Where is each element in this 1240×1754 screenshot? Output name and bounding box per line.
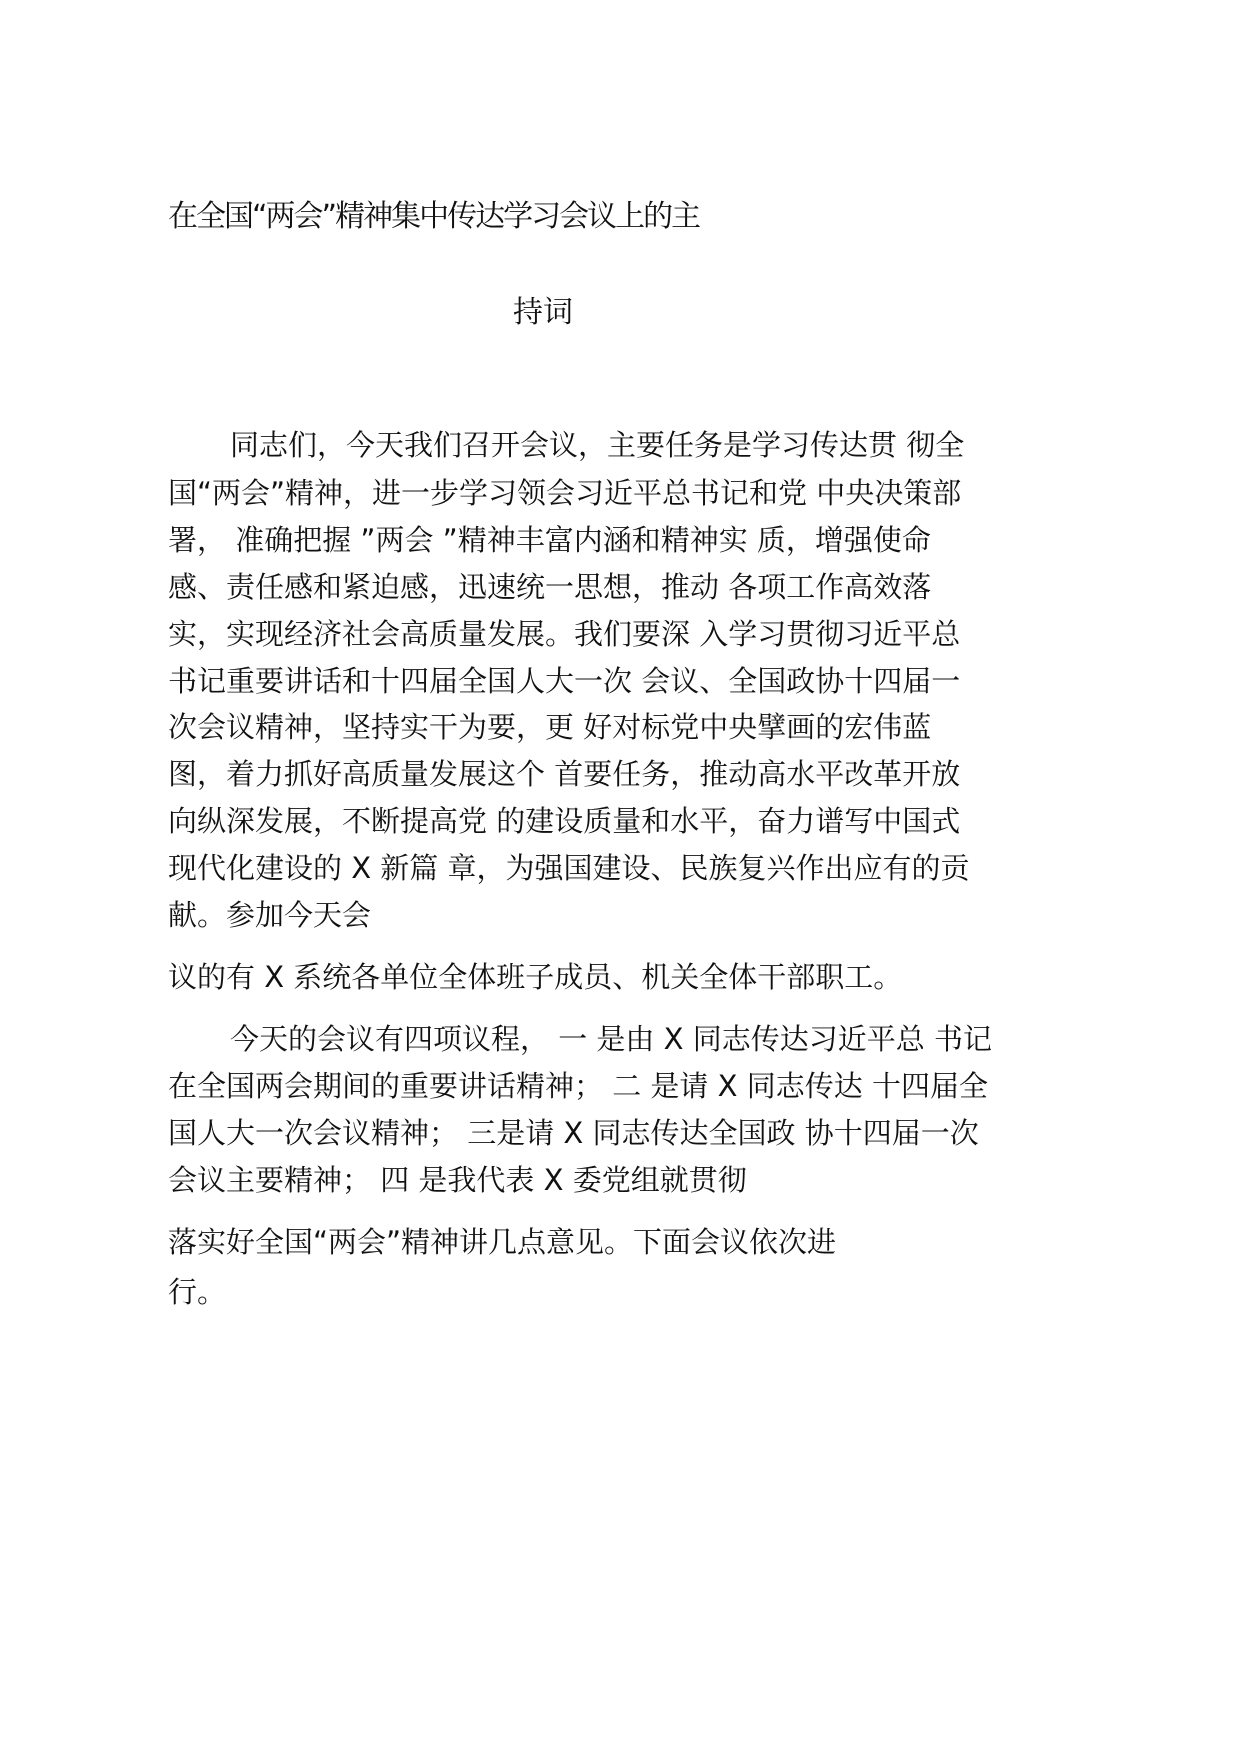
paragraph-line: 献。参加今天会	[168, 898, 372, 932]
document-title-continued: 持词	[513, 295, 573, 330]
paragraph-line: 实，实现经济社会高质量发展。我们要深 入学习贯彻习近平总	[168, 617, 961, 651]
paragraph-line: 会议主要精神； 四 是我代表 X 委党组就贯彻	[168, 1163, 747, 1197]
paragraph-attendees: 议的有 X 系统各单位全体班子成员、机关全体干部职工。	[168, 960, 903, 994]
paragraph-line: 国人大一次会议精神； 三是请 X 同志传达全国政 协十四届一次	[168, 1116, 979, 1150]
paragraph-line: 在全国两会期间的重要讲话精神； 二 是请 X 同志传达 十四届全	[168, 1069, 988, 1103]
paragraph-line: 现代化建设的 X 新篇 章，为强国建设、民族复兴作出应有的贡	[168, 851, 970, 885]
paragraph-line: 感、责任感和紧迫感，迅速统一思想，推动 各项工作高效落	[168, 570, 932, 604]
paragraph-line: 国“两会”精神，进一步学习领会习近平总书记和党 中央决策部	[168, 476, 962, 510]
paragraph-line: 同志们，今天我们召开会议，主要任务是学习传达贯 彻全	[230, 428, 965, 462]
paragraph-line: 落实好全国“两会”精神讲几点意见。下面会议依次进	[168, 1225, 837, 1259]
paragraph-line: 向纵深发展，不断提高党 的建设质量和水平，奋力谱写中国式	[168, 804, 961, 838]
paragraph-line: 书记重要讲话和十四届全国人大一次 会议、全国政协十四届一	[168, 664, 961, 698]
document-title: 在全国“两会”精神集中传达学习会议上的主	[168, 199, 700, 234]
paragraph-line: 今天的会议有四项议程， 一 是由 X 同志传达习近平总 书记	[230, 1022, 992, 1056]
paragraph-line: 图，着力抓好高质量发展这个 首要任务，推动高水平改革开放	[168, 757, 961, 791]
paragraph-line: 次会议精神，坚持实干为要，更 好对标党中央擘画的宏伟蓝	[168, 710, 932, 744]
paragraph-line: 署， 准确把握 ”两会 ”精神丰富内涵和精神实 质，增强使命	[168, 523, 931, 557]
paragraph-line: 行。	[168, 1275, 227, 1309]
